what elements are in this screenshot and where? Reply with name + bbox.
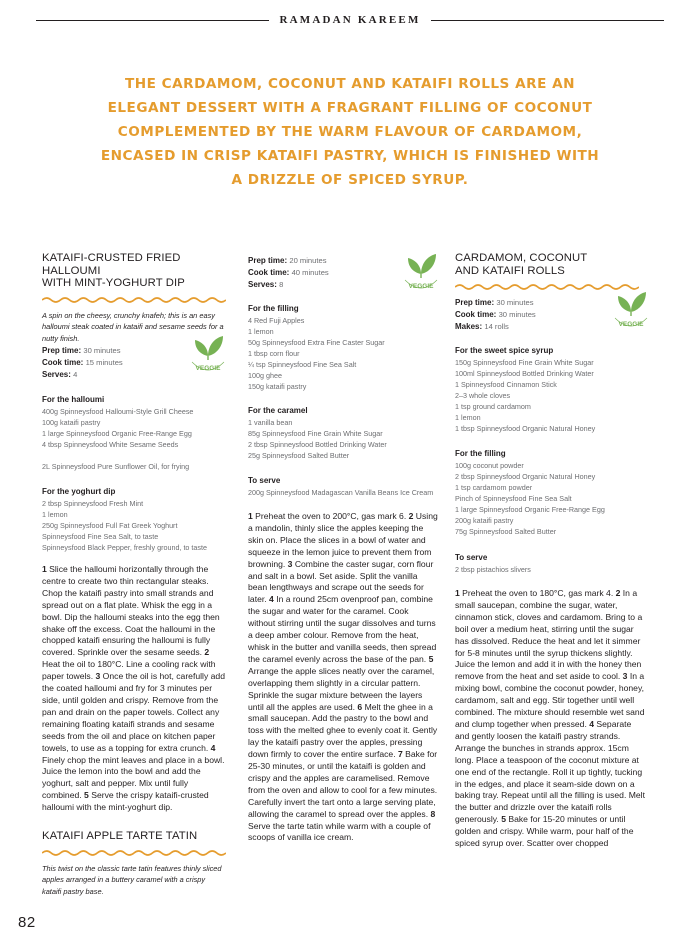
- step-number: 1: [42, 564, 47, 574]
- step-number: 1: [248, 511, 253, 521]
- veggie-label: VEGGIE: [408, 283, 434, 290]
- serves-value: 8: [279, 280, 284, 289]
- ingredient: 4 Red Fuji Apples: [248, 316, 305, 325]
- ingredient-spacer: [42, 450, 226, 461]
- step-number: 8: [430, 808, 436, 819]
- section-heading: For the filling: [455, 449, 506, 458]
- step-text: Combine the caster sugar, corn flour and salt in a bowl. Set aside. Split the vanilla bean lengthways and scrape out the seeds for later.: [248, 558, 434, 605]
- ingredient: Spinneysfood Black Pepper, freshly ground, to taste: [42, 543, 208, 552]
- step-text: Arrange the apple slices neatly over the caramel, overlapping them slightly in a circular pattern. Sprinkle the sugar mixture between the layers until all the apples are used.: [248, 665, 435, 712]
- ingredient: 100g coconut powder: [455, 461, 524, 470]
- intro-line: THE CARDAMOM, COCONUT AND KATAIFI ROLLS ARE AN: [125, 76, 575, 92]
- ingredient: 1 tsp ground cardamom: [455, 402, 531, 411]
- step-number: 3: [287, 558, 293, 569]
- step-number: 5: [428, 653, 434, 664]
- ingredient: 250g Spinneysfood Full Fat Greek Yoghurt: [42, 521, 178, 530]
- desc-line: A spin on the cheesy, crunchy knafeh; this is an easy: [42, 310, 215, 320]
- step-number: 2: [408, 511, 414, 521]
- method-text: [42, 564, 226, 814]
- ingredient: 2 tbsp Spinneysfood Organic Natural Honey: [455, 472, 596, 481]
- ingredient: 1 lemon: [248, 327, 274, 336]
- intro-line: ENCASED IN CRISP KATAIFI PASTRY, WHICH IS FINISHED WITH: [100, 148, 600, 164]
- ingredient-list: [248, 417, 438, 461]
- ingredient: 200g Spinneysfood Madagascan Vanilla Beans Ice Cream: [248, 488, 434, 497]
- ingredient-list: [248, 487, 438, 498]
- ingredient: 150g kataifi pastry: [248, 382, 307, 391]
- makes-label: Makes:: [455, 322, 483, 331]
- ingredient: 1 large Spinneysfood Organic Free-Range Egg: [42, 429, 192, 438]
- prep-label: Prep time:: [42, 346, 82, 355]
- ingredient: 2–3 whole cloves: [455, 391, 511, 400]
- step-number: 6: [357, 701, 363, 712]
- header-rule-left: [36, 20, 269, 21]
- serves-value: 4: [73, 370, 78, 379]
- ingredient: 85g Spinneysfood Fine Grain White Sugar: [248, 429, 383, 438]
- step-text: Preheat the oven to 200°C, gas mark 6.: [252, 511, 409, 521]
- ingredient-list: [455, 460, 645, 537]
- ingredient: 1 lemon: [455, 413, 481, 422]
- step-text: Using a mandolin, thinly slice the apples keeping the skin on. Place the slices in a bowl of water and squeeze in the lemon juice to prevent them from browning.: [248, 511, 438, 569]
- section-heading: For the sweet spice syrup: [455, 346, 554, 355]
- step-text: In a round 25cm ovenproof pan, combine the sugar and water for the caramel. Cook without stirring until the sugar dissolves and turns a deep amber colour. Remove from the heat, whisk in the butter and vanilla seeds, then spread the caramel evenly across the base of the pan.: [248, 594, 437, 664]
- step-number: 4: [269, 594, 274, 605]
- ingredient: 50g Spinneysfood Extra Fine Caster Sugar: [248, 338, 385, 347]
- ingredient-list: [455, 357, 645, 434]
- ingredient: ¼ tsp Spinneysfood Fine Sea Salt: [248, 360, 357, 369]
- ingredient: 1 tbsp corn flour: [248, 349, 300, 358]
- step-number: 5: [501, 814, 506, 825]
- step-text: Finely chop the mint leaves and place in a bowl. Juice the lemon into the bowl and add the yoghurt, salt and pepper. Mix until fully combined.: [42, 754, 225, 801]
- intro-line: A DRIZZLE OF SPICED SYRUP.: [231, 172, 469, 188]
- veggie-label: VEGGIE: [618, 321, 644, 328]
- desc-line: This twist on the classic tarte tatin features thinly sliced: [42, 863, 222, 873]
- veggie-badge: [189, 334, 227, 380]
- step-number: 2: [204, 647, 210, 658]
- ingredient: 2 tbsp pistachios slivers: [455, 565, 531, 574]
- ingredient: 200g kataifi pastry: [455, 516, 514, 525]
- prep-label: Prep time:: [248, 256, 288, 265]
- section-heading: To serve: [248, 476, 281, 485]
- recipe-title-tarte: KATAIFI APPLE TARTE TATIN: [42, 830, 198, 843]
- recipe-title-halloumi: [42, 252, 226, 290]
- step-text: In a mixing bowl, combine the coconut powder, honey, cardamom, salt and egg. Stir together until well combined. The mixture should resemble wet sand and clump together when pressed.: [455, 671, 645, 729]
- veggie-badge: [402, 252, 440, 298]
- ingredient: Pinch of Spinneysfood Fine Sea Salt: [455, 494, 572, 503]
- intro-line: COMPLEMENTED BY THE WARM FLAVOUR OF CARDAMOM,: [117, 124, 583, 140]
- ingredient: 2 tbsp Spinneysfood Fresh Mint: [42, 499, 144, 508]
- recipe-description: [42, 863, 226, 898]
- title-line: KATAIFI-CRUSTED FRIED HALLOUMI: [42, 252, 181, 277]
- desc-line: halloumi steak coated in kataifi and sesame seeds for a: [42, 322, 224, 331]
- step-text: Heat the oil to 180°C. Line a cooling rack with paper towels.: [42, 659, 216, 682]
- desc-line: kataifi pastry base.: [42, 886, 104, 896]
- step-number: 3: [95, 671, 101, 682]
- wave-divider: [42, 849, 226, 857]
- ingredient: 100ml Spinneysfood Bottled Drinking Water: [455, 369, 594, 378]
- section-heading: To serve: [455, 553, 488, 562]
- prep-value: 30 minutes: [496, 298, 534, 307]
- cook-value: 30 minutes: [498, 310, 536, 319]
- ingredient: 25g Spinneysfood Salted Butter: [248, 451, 350, 460]
- ingredient: 4 tbsp Spinneysfood White Sesame Seeds: [42, 440, 179, 449]
- serves-label: Serves:: [248, 280, 277, 289]
- page-header: [36, 12, 664, 28]
- step-text: Melt the ghee in a small saucepan. Add the pastry to the bowl and toss with the melted ghee to evenly coat it. Gently lay the kataifi pastry over the apples, pressing down firmly to cover the entire surface.: [248, 701, 438, 760]
- step-text: In a small saucepan, combine the sugar, water, cinnamon stick, cloves and cardamom. Bring to a boil over a medium heat, stirring until the sugar has dissolved. Reduce the heat and let it simmer for 5-8 minutes until the syrup thickens slightly. Juice the lemon and add it in with the honey then remove from the heat and set aside to cool.: [455, 588, 643, 682]
- intro-standfirst: [78, 72, 622, 192]
- makes-value: 14 rolls: [484, 322, 509, 331]
- ingredient: 2L Spinneysfood Pure Sunflower Oil, for frying: [42, 462, 190, 471]
- step-text: Slice the halloumi horizontally through the centre to create two thin rectangular steaks. Chop the kataifi pastry into small strands and spread out on a flat plate. Whisk the egg in a bowl. Dip the halloumi steaks into the egg then shake off the excess. Coat the halloumi in the chopped kataifi ensuring the halloumi is fully covered. Sprinkle over the sesame seeds.: [42, 564, 220, 658]
- ingredient: 75g Spinneysfood Salted Butter: [455, 527, 557, 536]
- method-text: [248, 511, 438, 844]
- section-heading: For the halloumi: [42, 395, 105, 404]
- ingredient: 100g ghee: [248, 371, 282, 380]
- veggie-label: VEGGIE: [195, 365, 221, 372]
- ingredient: 1 lemon: [42, 510, 68, 519]
- step-number: 5: [84, 790, 89, 801]
- step-number: 2: [615, 588, 621, 598]
- ingredient: 1 tsp cardamom powder: [455, 483, 533, 492]
- serves-label: Serves:: [42, 370, 71, 379]
- ingredient: 1 tbsp Spinneysfood Organic Natural Honey: [455, 424, 596, 433]
- prep-value: 30 minutes: [83, 346, 121, 355]
- leaf-icon: [189, 334, 227, 380]
- step-text: Bake for 15-20 minutes or until golden and crispy. While warm, pour half of the spiced syrup over. Scatter over chopped: [455, 814, 634, 849]
- ingredient: 400g Spinneysfood Halloumi-Style Grill Cheese: [42, 407, 194, 416]
- prep-label: Prep time:: [455, 298, 495, 307]
- ingredient-list: [248, 315, 438, 392]
- cook-label: Cook time:: [248, 268, 290, 277]
- step-text: Preheat the oven to 180°C, gas mark 4.: [459, 588, 616, 598]
- section-title: RAMADAN KAREEM: [279, 14, 421, 26]
- intro-line: ELEGANT DESSERT WITH A FRAGRANT FILLING OF COCONUT: [107, 100, 593, 116]
- step-text: Serve the crispy kataifi-crusted halloumi with the mint-yoghurt dip.: [42, 790, 209, 813]
- step-text: Separate and gently loosen the kataifi pastry strands. Arrange the bunches in strands approx. 15cm long. Place a teaspoon of the coconut mixture at one end of the rectangle. Roll it up tightly, tucking in the edges, and place it seam-side down on a baking tray. Repeat until all the filling is used. Melt the butter and drizzle over the kataifi rolls generously.: [455, 718, 645, 825]
- title-line: CARDAMOM, COCONUT: [455, 252, 588, 264]
- leaf-icon: [402, 252, 440, 298]
- section-heading: For the caramel: [248, 406, 308, 415]
- ingredient-list: [42, 498, 226, 553]
- ingredient-list: [42, 406, 226, 472]
- method-text: [455, 588, 645, 850]
- ingredient: 1 large Spinneysfood Organic Free-Range Egg: [455, 505, 605, 514]
- desc-line: nutty finish.: [42, 333, 80, 343]
- ingredient: Spinneysfood Fine Sea Salt, to taste: [42, 532, 159, 541]
- step-text: Bake for 25-30 minutes, or until the kataifi is golden and crispy and the apples are caramelised. Remove from the oven and allow to cool for a few minutes. Carefully invert the tart onto a large serving plate, allowing the caramel to spread over the apples.: [248, 749, 438, 819]
- section-heading: For the filling: [248, 304, 299, 313]
- ingredient: 100g kataifi pastry: [42, 418, 101, 427]
- title-line: AND KATAIFI ROLLS: [455, 264, 565, 277]
- cook-label: Cook time:: [42, 358, 84, 367]
- prep-value: 20 minutes: [289, 256, 327, 265]
- step-text: Once the oil is hot, carefully add the coated halloumi and fry for 3 minutes per side, until golden and crispy. Remove from the pan and drain on the paper towels. Collect any remaining floating kataifi strands and sesame seeds from the oil and place on kitchen paper towels, to use as a topping for extra crunch.: [42, 671, 225, 753]
- veggie-badge: [612, 290, 650, 336]
- title-line: WITH MINT-YOGHURT DIP: [42, 277, 185, 289]
- ingredient-list: [455, 564, 645, 575]
- step-number: 7: [397, 749, 403, 760]
- cook-value: 40 minutes: [291, 268, 329, 277]
- step-text: Serve the tarte tatin while warm with a couple of scoops of vanilla ice cream.: [248, 820, 431, 843]
- page-number: 82: [18, 914, 36, 931]
- cook-label: Cook time:: [455, 310, 497, 319]
- leaf-icon: [612, 290, 650, 336]
- cook-value: 15 minutes: [85, 358, 123, 367]
- column-tarte: [248, 255, 438, 844]
- ingredient: 2 tbsp Spinneysfood Bottled Drinking Water: [248, 440, 387, 449]
- step-number: 4: [589, 718, 595, 729]
- ingredient: 1 Spinneysfood Cinnamon Stick: [455, 380, 557, 389]
- desc-line: apples arranged in a buttery caramel with a crispy: [42, 875, 206, 885]
- section-heading: For the yoghurt dip: [42, 487, 116, 496]
- recipe-title-rolls: [455, 252, 645, 277]
- header-rule-right: [431, 20, 664, 21]
- step-number: 3: [622, 671, 628, 682]
- column-rolls: [455, 252, 645, 850]
- ingredient: 1 vanilla bean: [248, 418, 293, 427]
- ingredient: 150g Spinneysfood Fine Grain White Sugar: [455, 358, 594, 367]
- step-number: 1: [455, 588, 460, 598]
- wave-divider: [42, 296, 226, 304]
- step-number: 4: [210, 742, 216, 753]
